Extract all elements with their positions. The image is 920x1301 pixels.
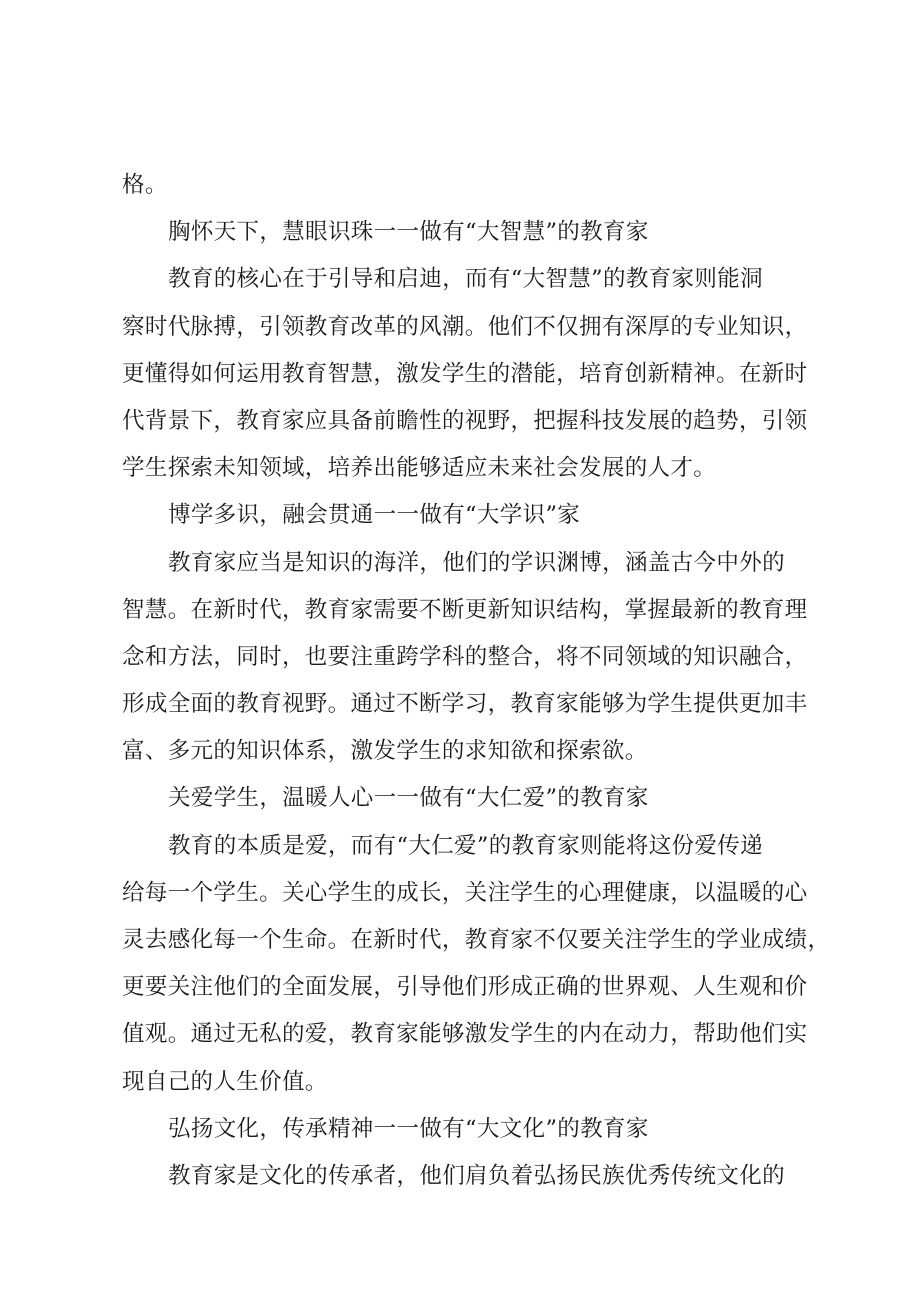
paragraph-line-15: 教育的本质是爱，而有“大仁爱”的教育家则能将这份爱传递 bbox=[168, 832, 763, 859]
paragraph-line-10: 智慧。在新时代，教育家需要不断更新知识结构，掌握最新的教育理 bbox=[122, 596, 808, 623]
paragraph-line-5: 更懂得如何运用教育智慧，激发学生的潜能，培育创新精神。在新时 bbox=[122, 360, 808, 387]
paragraph-line-11: 念和方法，同时，也要注重跨学科的整合，将不同领域的知识融合， bbox=[122, 643, 808, 670]
paragraph-line-3: 教育的核心在于引导和启迪，而有“大智慧”的教育家则能洞 bbox=[168, 266, 763, 293]
paragraph-line-22: 教育家是文化的传承者，他们肩负着弘扬民族优秀传统文化的 bbox=[168, 1162, 785, 1189]
section-heading-knowledge: 博学多识，融会贯通一一做有“大学识”家 bbox=[168, 502, 581, 529]
paragraph-line-6: 代背景下，教育家应具备前瞻性的视野，把握科技发展的趋势，引领 bbox=[122, 407, 808, 434]
paragraph-line-20: 现自己的人生价值。 bbox=[122, 1068, 328, 1095]
paragraph-line-17: 灵去感化每一个生命。在新时代，教育家不仅要关注学生的学业成绩， bbox=[122, 927, 831, 953]
section-heading-culture: 弘扬文化，传承精神一一做有“大文化”的教育家 bbox=[168, 1115, 649, 1142]
paragraph-line-12: 形成全面的教育视野。通过不断学习，教育家能够为学生提供更加丰 bbox=[122, 691, 808, 718]
paragraph-line-19: 值观。通过无私的爱，教育家能够激发学生的内在动力，帮助他们实 bbox=[122, 1021, 808, 1048]
document-body bbox=[122, 162, 831, 1200]
paragraph-line-13: 富、多元的知识体系，激发学生的求知欲和探索欲。 bbox=[122, 738, 648, 765]
paragraph-line-18: 更要关注他们的全面发展，引导他们形成正确的世界观、人生观和价 bbox=[122, 974, 808, 1001]
section-heading-benevolence: 关爱学生，温暖人心一一做有“大仁爱”的教育家 bbox=[168, 785, 649, 812]
paragraph-line-4: 察时代脉搏，引领教育改革的风潮。他们不仅拥有深厚的专业知识， bbox=[122, 313, 808, 340]
paragraph-line-1: 格。 bbox=[122, 172, 168, 198]
paragraph-line-9: 教育家应当是知识的海洋，他们的学识渊博，涵盖古今中外的 bbox=[168, 549, 785, 576]
paragraph-line-7: 学生探索未知领域，培养出能够适应未来社会发展的人才。 bbox=[122, 455, 717, 482]
paragraph-line-16: 给每一个学生。关心学生的成长，关注学生的心理健康，以温暖的心 bbox=[122, 879, 808, 906]
section-heading-wisdom: 胸怀天下，慧眼识珠一一做有“大智慧”的教育家 bbox=[168, 219, 649, 246]
